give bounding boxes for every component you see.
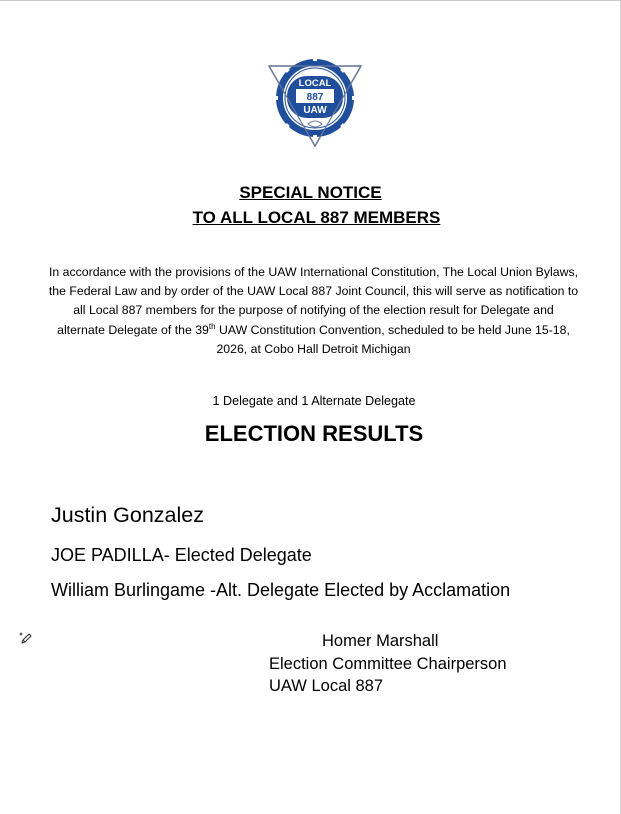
- notice-title-line1: SPECIAL NOTICE: [239, 183, 382, 202]
- uaw-local-887-logo: [266, 52, 364, 148]
- results-title: ELECTION RESULTS: [204, 421, 424, 446]
- results-subheading: 1 Delegate and 1 Alternate Delegate: [212, 394, 416, 408]
- result-line-1: Justin Gonzalez: [51, 503, 204, 527]
- notice-intro-paragraph: [48, 263, 579, 359]
- pen-sparkle-icon-graphic: [18, 630, 34, 646]
- logo-text-number: 887: [306, 92, 324, 103]
- result-line-3: William Burlingame -Alt. Delegate Elected by Acclamation: [51, 580, 511, 600]
- intro-superscript: th: [208, 321, 216, 331]
- signature-name: Homer Marshall: [322, 632, 439, 650]
- intro-text-main: In accordance with the provisions of the UAW International Constitution, The Local Union Bylaws, the Federal Law and by order of the UAW Local 887 Joint Council, this will serve as notification to all Local 887 members for the purpose of notifying of the election result for Delegate and alternate Delegate of the 39: [48, 265, 579, 337]
- signature-role: Election Committee Chairperson: [269, 655, 507, 673]
- logo-text-local: LOCAL: [298, 78, 332, 89]
- result-line-2: JOE PADILLA- Elected Delegate: [51, 545, 312, 565]
- logo-text-uaw: UAW: [303, 105, 327, 116]
- signature-org: UAW Local 887: [269, 677, 384, 695]
- intro-text-end: UAW Constitution Convention, scheduled to be held June 15-18, 2026, at Cobo Hall Detroit Michigan: [215, 322, 570, 356]
- pen-sparkle-icon[interactable]: [18, 630, 34, 646]
- page-top-border: [0, 0, 621, 1]
- logo-graphic: [266, 52, 364, 148]
- notice-title-line2: TO ALL LOCAL 887 MEMBERS: [192, 208, 441, 227]
